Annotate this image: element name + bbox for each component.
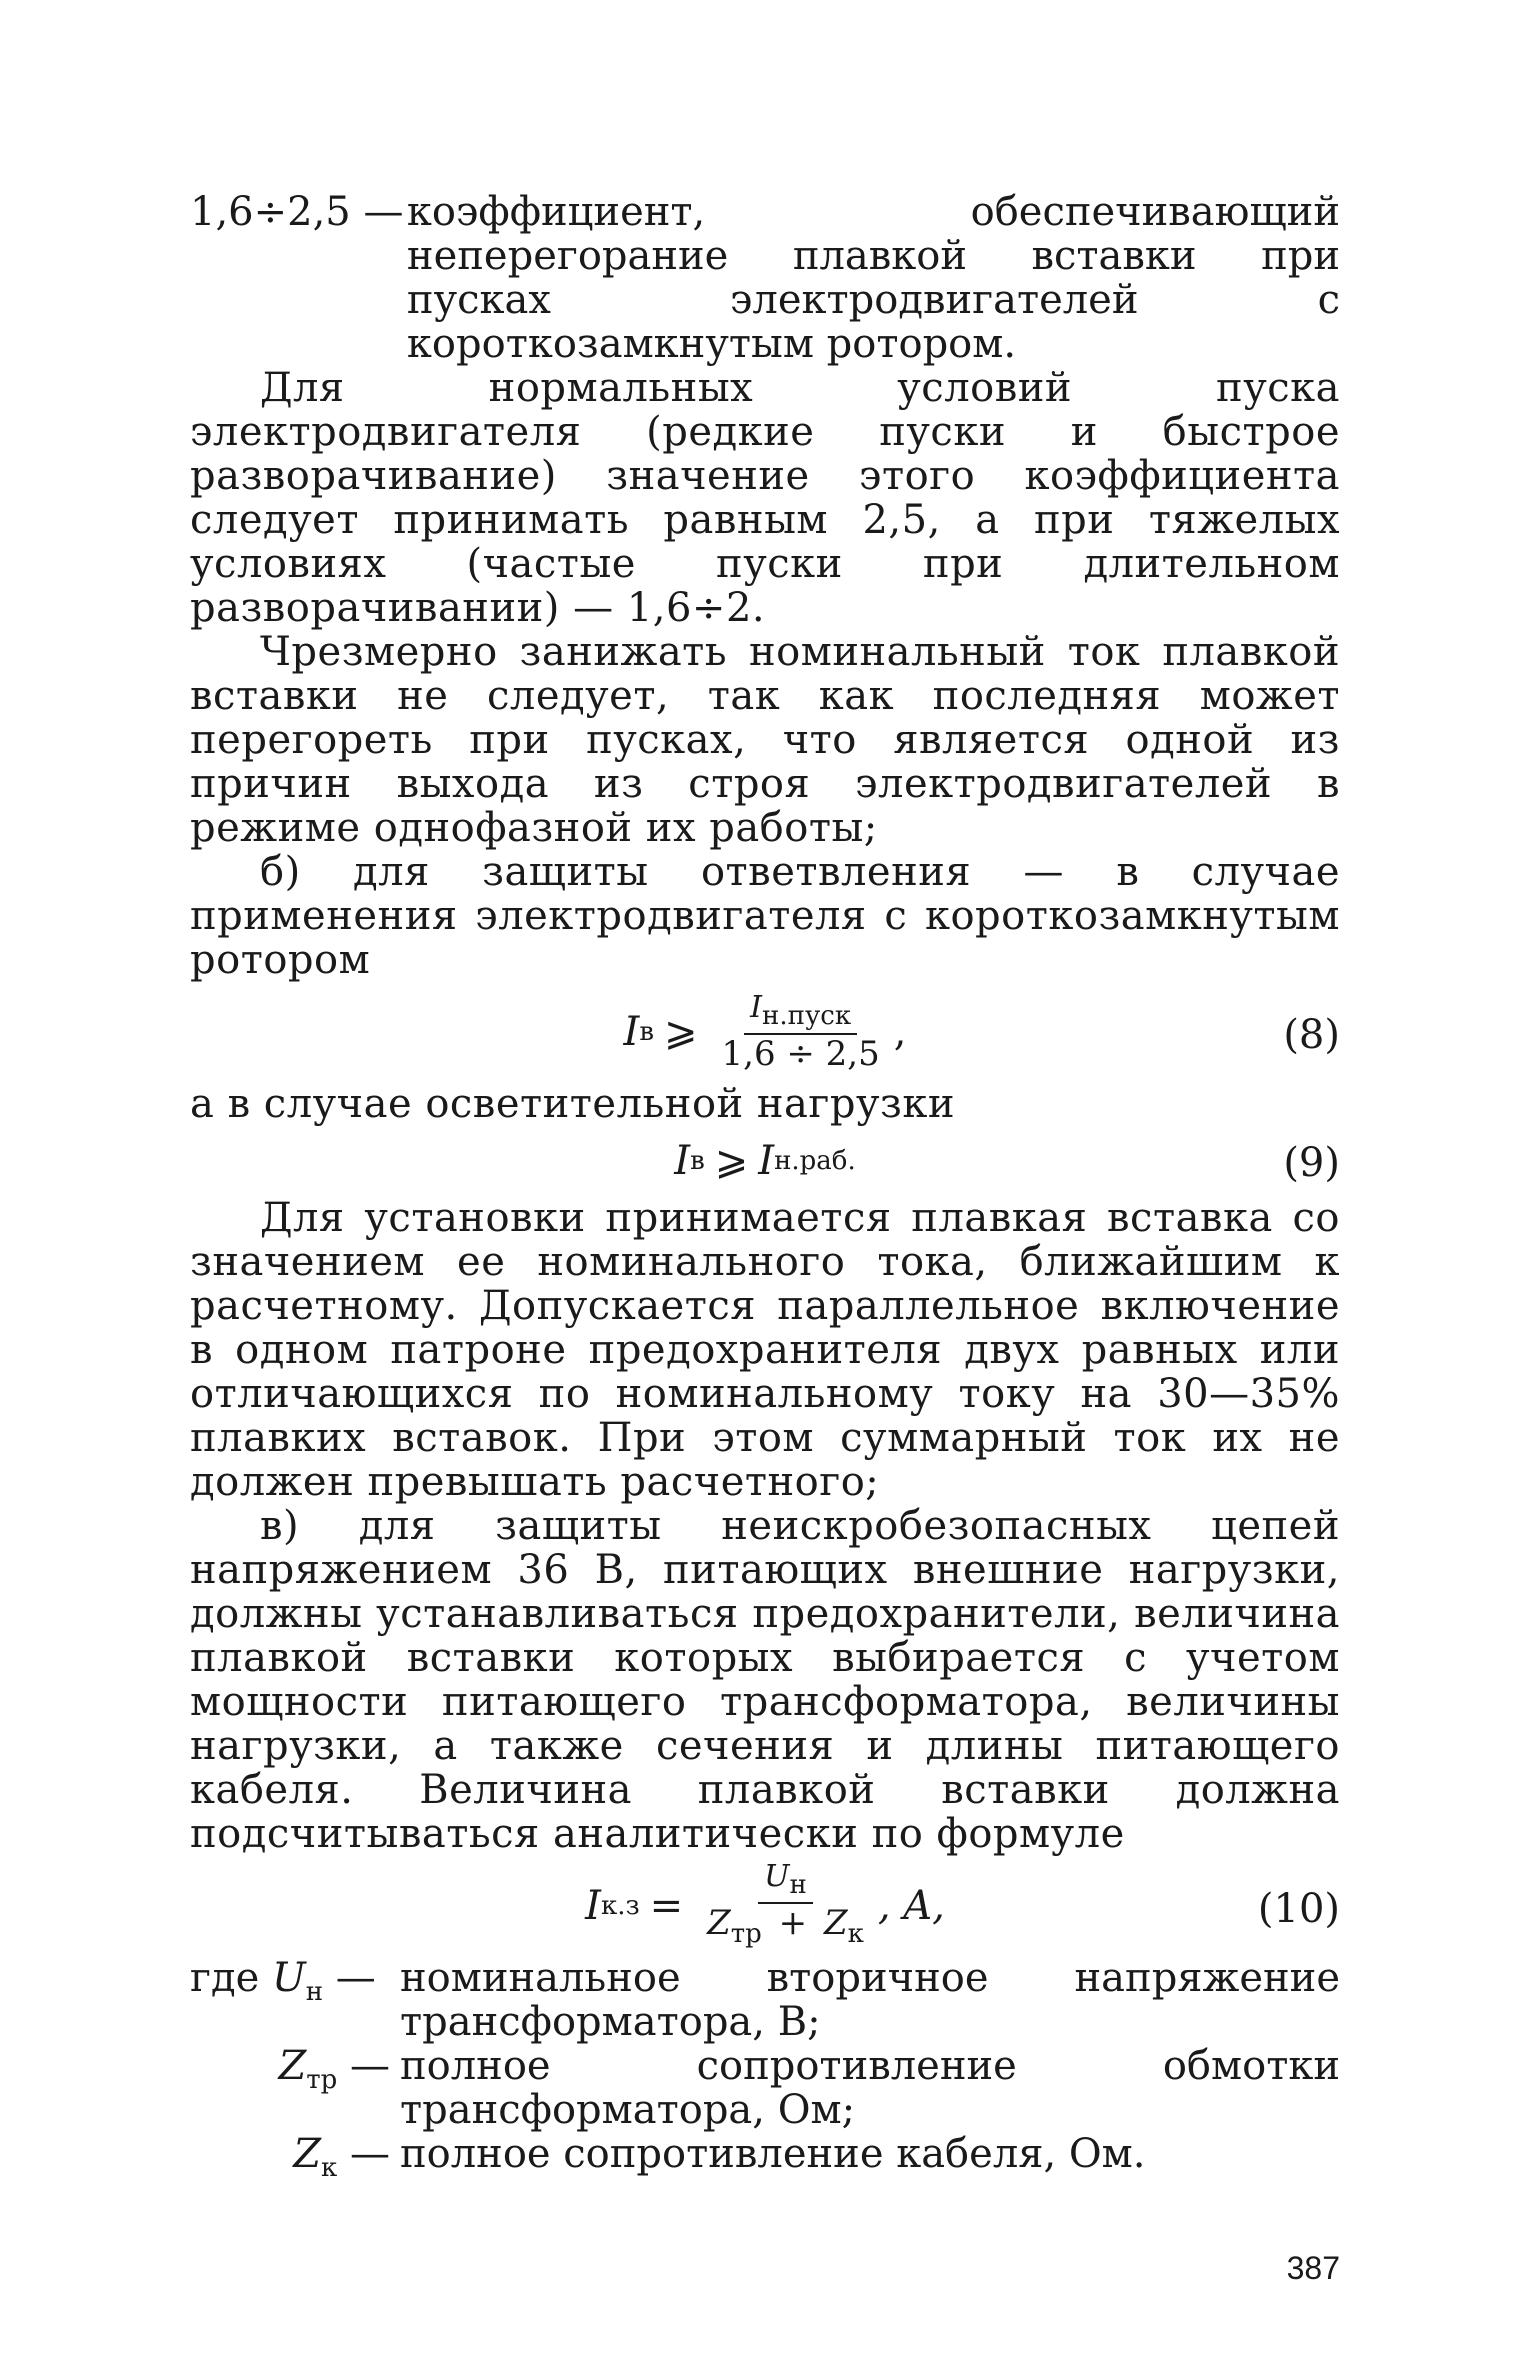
formula-8-lhs-sub: в (639, 1017, 654, 1047)
formula-10-lhs-sub: к.з (600, 1891, 640, 1921)
formula-9 (190, 1126, 1340, 1196)
where-list (190, 1956, 1340, 2190)
formula-8-number: (8) (1283, 1012, 1340, 1058)
formula-8-den: 1,6 ÷ 2,5 (721, 1034, 880, 1074)
page-number: 387 (1286, 2250, 1340, 2286)
formula-10-den-a-sub: тр (730, 1918, 762, 1949)
paragraph-lighting-load: а в случае осветительной нагрузки (190, 1081, 955, 1127)
where-item-sub: н (305, 1977, 324, 2007)
where-item-transformer (190, 2044, 1340, 2132)
definition-label: 1,6÷2,5 — (190, 189, 404, 235)
formula-10-fraction (701, 1860, 870, 1953)
formula-8-tail: , (893, 1009, 907, 1055)
formula-8-op: ⩾ (663, 1009, 698, 1055)
formula-9-rhs: I (758, 1138, 775, 1184)
where-item-dash: — (335, 1955, 376, 2001)
where-item-text: полное сопротивление обмотки трансформатора, Ом; (400, 2043, 1340, 2133)
paragraph-branch-protection: б) для защиты ответвления — в случае применения электродвигателя с короткозамкнутым ротором (190, 849, 1340, 983)
formula-10-num: U (764, 1858, 790, 1894)
formula-8-fraction (716, 991, 886, 1073)
where-item-dash: — (350, 2131, 390, 2177)
where-intro: где (190, 1955, 260, 2001)
formula-10-den-a: Z (707, 1902, 731, 1943)
where-item-symbol: Z (278, 2043, 307, 2089)
formula-8-num-sub: н.пуск (762, 1001, 852, 1031)
where-item-cable (190, 2132, 1340, 2190)
formula-10 (190, 1856, 1340, 1956)
paragraph-nominal-current: Чрезмерно занижать номинальный ток плавкой вставки не следует, так как последняя может перегореть при пусках, что является одной из причин выхода из строя электродвигателей в режиме однофазной их работы; (190, 629, 1340, 851)
formula-10-den-b-sub: к (847, 1918, 864, 1949)
where-item-sub: к (321, 2153, 338, 2183)
formula-10-number: (10) (1257, 1886, 1340, 1932)
paragraph-fuse-selection: Для установки принимается плавкая вставка со значением ее номинального тока, ближайшим к расчетному. Допускается параллельное включение в одном патроне предохранителя двух равных или отличающихся по номинальному току на 30—35% плавких вставок. При этом суммарный ток их не должен превышать расчетного; (190, 1195, 1340, 1505)
where-item-dash: — (350, 2043, 390, 2089)
where-item-voltage (190, 1956, 1340, 2044)
definition-coefficient (190, 190, 1340, 366)
formula-10-lhs: I (585, 1883, 601, 1929)
formula-8-num: I (750, 990, 763, 1025)
definition-text: коэффициент, обеспечивающий неперегорание плавкой вставки при пусках электродвигателей с короткозамкнутым ротором. (406, 189, 1340, 367)
paragraph-circuit-protection: в) для защиты неискробезопасных цепей напряжением 36 В, питающих внешние нагрузки, должны устанавливаться предохранители, величина плавкой вставки которых выбирается с учетом мощности питающего трансформатора, величины нагрузки, а также сечения и длины питающего кабеля. Величина плавкой вставки должна подсчитываться аналитически по формуле (190, 1503, 1340, 1857)
where-item-sub: тр (306, 2065, 338, 2095)
paragraph-normal-conditions: Для нормальных условий пуска электродвигателя (редкие пуски и быстрое разворачивание) значение этого коэффициента следует принимать равным 2,5, а при тяжелых условиях (частые пуски при длительном разворачивании) — 1,6÷2. (190, 365, 1340, 631)
formula-10-tail: , A, (877, 1883, 945, 1929)
formula-9-rhs-sub: н.раб. (774, 1146, 856, 1176)
where-item-text: номинальное вторичное напряжение трансформатора, В; (400, 1955, 1340, 2045)
formula-10-num-sub: н (789, 1869, 807, 1900)
where-item-symbol: U (271, 1955, 306, 2001)
where-item-symbol: Z (293, 2131, 322, 2177)
formula-8-lhs: I (623, 1009, 640, 1055)
formula-9-lhs: I (674, 1138, 691, 1184)
formula-9-op: ⩾ (714, 1138, 749, 1184)
formula-10-den-plus: + (778, 1902, 808, 1943)
page (190, 190, 1340, 2290)
formula-10-den-b: Z (823, 1902, 848, 1943)
formula-8 (190, 982, 1340, 1082)
formula-10-op: = (649, 1883, 684, 1929)
formula-9-lhs-sub: в (690, 1146, 705, 1176)
formula-9-number: (9) (1283, 1140, 1340, 1186)
where-item-text: полное сопротивление кабеля, Ом. (400, 2131, 1146, 2177)
